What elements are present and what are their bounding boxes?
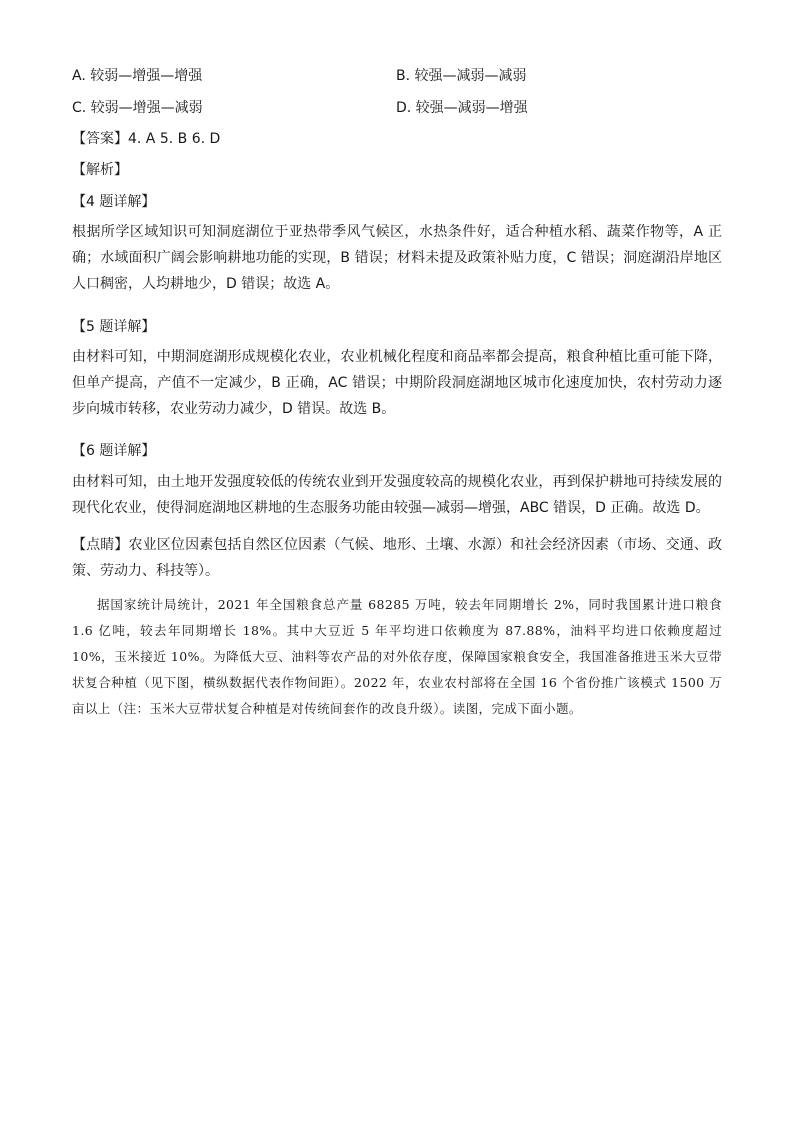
q4-explanation: 根据所学区域知识可知洞庭湖位于亚热带季风气候区，水热条件好，适合种植水稻、蔬菜作物等，A 正确；水域面积广阔会影响耕地功能的实现，B 错误；材料未提及政策补贴力度，C 错误；洞庭湖沿岸地区人口稠密，人均耕地少，D 错误；故选 A。 — [72, 224, 722, 292]
option-b: B. 较强—减弱—减弱 — [396, 68, 527, 84]
q6-heading: 【6 题详解】 — [72, 443, 156, 459]
option-d: D. 较强—减弱—增强 — [396, 100, 528, 116]
option-c: C. 较弱—增强—减弱 — [72, 100, 203, 116]
reading-passage: 据国家统计局统计，2021 年全国粮食总产量 68285 万吨，较去年同期增长 2%，同时我国累计进口粮食 1.6 亿吨，较去年同期增长 18%。其中大豆近 5 年平均进口依赖度为 87.88%，油料平均进口依赖度超过 10%，玉米接近 10%。为降低大豆、油料等农产品的对外依存度，保障国家粮食安全，我国准备推进玉米大豆带状复合种植（见下图，横纵数据代表作物间距）。2022 年，农业农村部将在全国 16 个省份推广该模式 1500 万亩以上（注：玉米大豆带状复合种植是对传统间套作的改良升级）。读图，完成下面小题。 — [72, 597, 722, 716]
q6-explanation: 由材料可知，由土地开发强度较低的传统农业到开发强度较高的规模化农业，再到保护耕地可持续发展的现代化农业，使得洞庭湖地区耕地的生态服务功能由较强—减弱—增强，ABC 错误，D 正确。故选 D。 — [72, 474, 722, 516]
key-point-note: 【点睛】农业区位因素包括自然区位因素（气候、地形、土壤、水源）和社会经济因素（市场、交通、政策、劳动力、科技等）。 — [72, 537, 722, 579]
q5-heading: 【5 题详解】 — [72, 319, 156, 335]
answer-line: 【答案】4. A 5. B 6. D — [72, 131, 221, 147]
option-a: A. 较弱—增强—增强 — [72, 68, 203, 84]
q4-heading: 【4 题详解】 — [72, 194, 156, 210]
q5-explanation: 由材料可知，中期洞庭湖形成规模化农业，农业机械化程度和商品率都会提高，粮食种植比重可能下降，但单产提高，产值不一定减少，B 正确，AC 错误；中期阶段洞庭湖地区城市化速度加快，农村劳动力逐步向城市转移，农业劳动力减少，D 错误。故选 B。 — [72, 349, 722, 417]
analysis-label: 【解析】 — [72, 162, 128, 178]
